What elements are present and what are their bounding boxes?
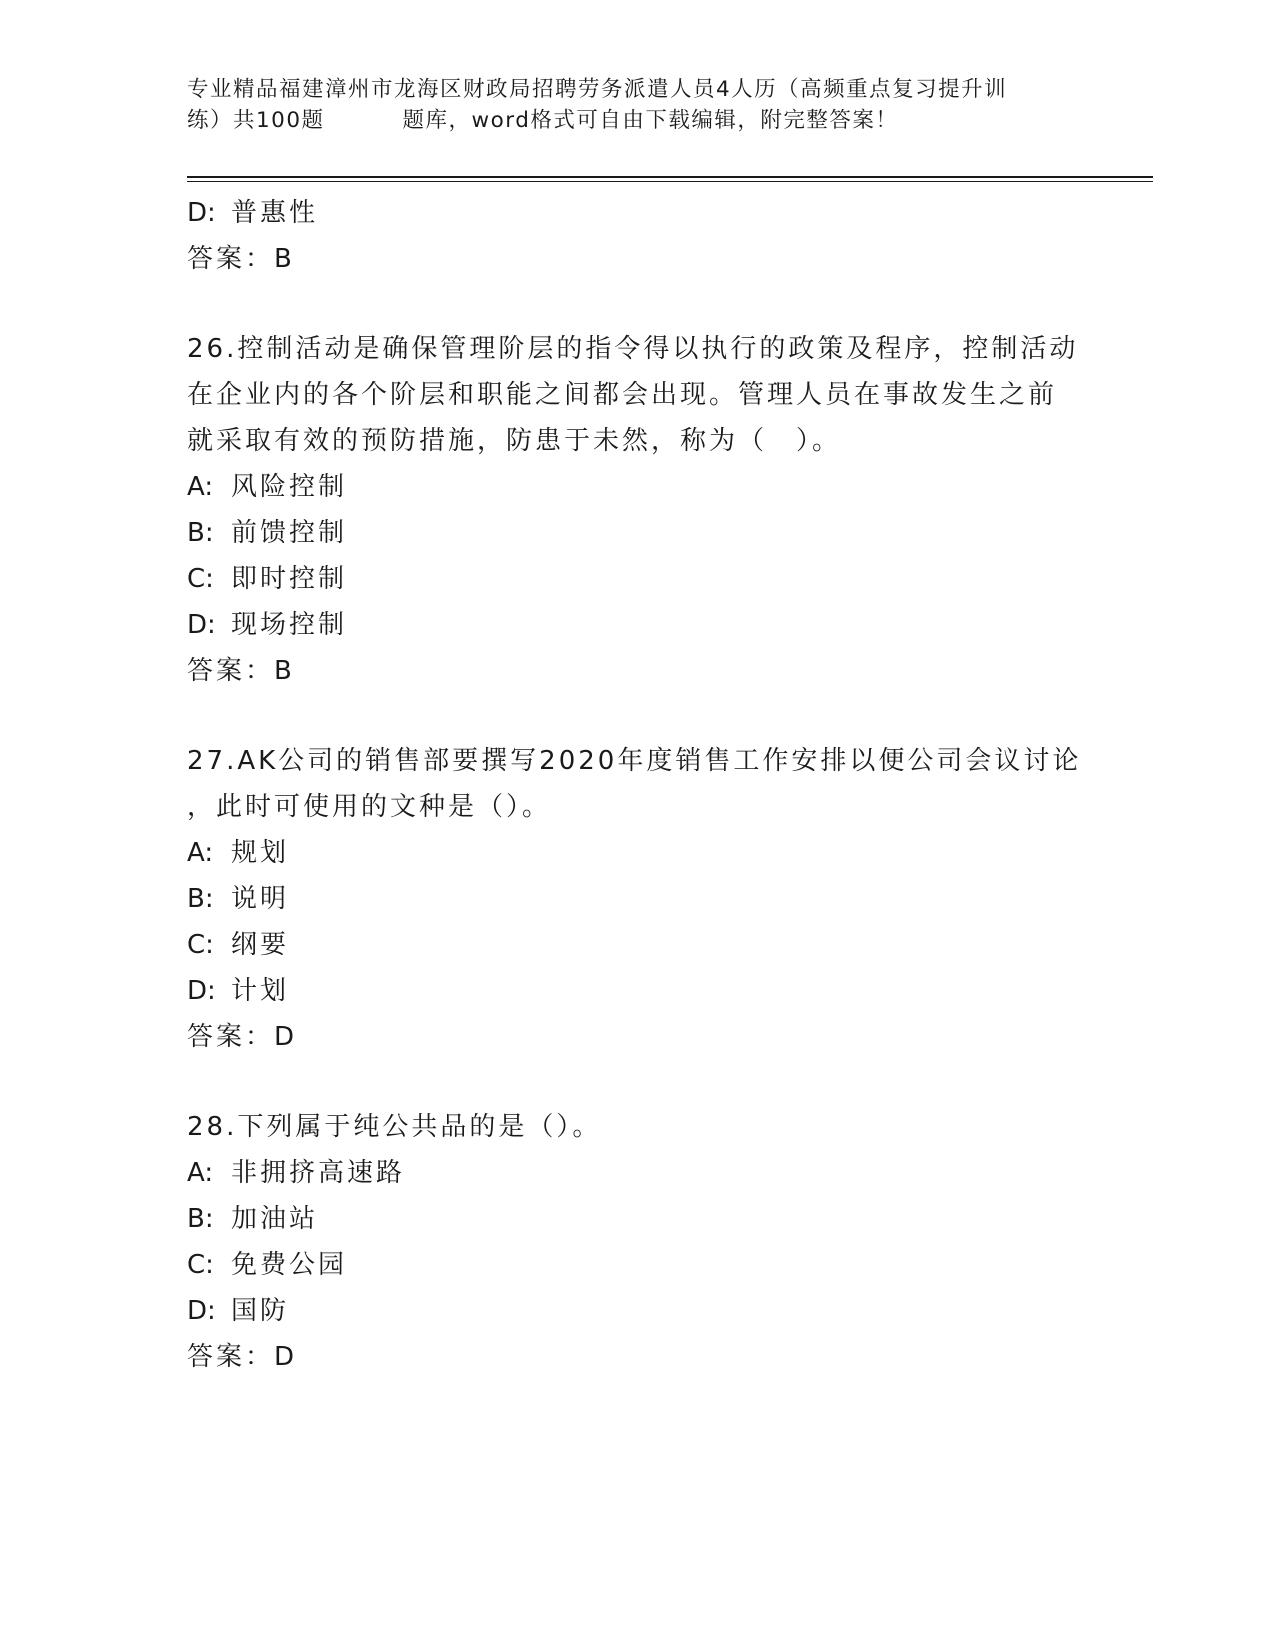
answer-line: 答案：B (187, 244, 295, 274)
question-stem-line: 26.控制活动是确保管理阶层的指令得以执行的政策及程序，控制活动 (187, 334, 1079, 364)
option-letter: C: (187, 930, 214, 960)
question-stem-line: 在企业内的各个阶层和职能之间都会出现。管理人员在事故发生之前 (187, 380, 1058, 410)
header-title-suffix: 题库，word格式可自由下载编辑，附完整答案！ (402, 108, 899, 133)
option-letter: D: (187, 198, 216, 228)
option-text: 风险控制 (231, 472, 348, 502)
answer-line: 答案：D (187, 1022, 298, 1052)
option-letter: A: (187, 472, 214, 502)
option-row (187, 876, 1087, 922)
option-row (187, 1196, 1087, 1242)
option-letter: B: (187, 1204, 214, 1234)
option-text: 国防 (231, 1296, 290, 1326)
option-row (187, 968, 1087, 1014)
option-row (187, 556, 1087, 602)
question-stem-line: ，此时可使用的文种是（）。 (187, 792, 552, 822)
question-stem-line: 27.AK公司的销售部要撰写2020年度销售工作安排以便公司会议讨论 (187, 746, 1082, 776)
option-text: 纲要 (231, 930, 290, 960)
header-title-line-2 (187, 105, 1087, 136)
option-text: 说明 (231, 884, 290, 914)
option-text: 即时控制 (231, 564, 348, 594)
question-list (187, 190, 1087, 1380)
option-text: 计划 (231, 976, 290, 1006)
option-letter: C: (187, 1250, 214, 1280)
option-text: 普惠性 (231, 198, 319, 228)
answer-line: 答案：B (187, 656, 295, 686)
option-row (187, 1150, 1087, 1196)
option-row (187, 190, 1087, 236)
option-row (187, 1242, 1087, 1288)
option-letter: D: (187, 1296, 216, 1326)
option-row (187, 602, 1087, 648)
option-letter: D: (187, 976, 216, 1006)
option-letter: C: (187, 564, 214, 594)
option-row (187, 464, 1087, 510)
option-letter: B: (187, 884, 214, 914)
option-letter: D: (187, 610, 216, 640)
option-row (187, 922, 1087, 968)
header-rule-thick (187, 176, 1153, 178)
option-row (187, 1288, 1087, 1334)
option-text: 加油站 (231, 1204, 319, 1234)
option-row (187, 830, 1087, 876)
question-stem-line: 28.下列属于纯公共品的是（）。 (187, 1112, 602, 1142)
question-stem-line: 就采取有效的预防措施，防患于未然，称为（ ）。 (187, 426, 842, 456)
option-text: 免费公园 (231, 1250, 348, 1280)
option-row (187, 510, 1087, 556)
page-header (187, 74, 1087, 136)
header-title-line-1: 专业精品福建漳州市龙海区财政局招聘劳务派遣人员4人历（高频重点复习提升训 (187, 77, 1008, 102)
option-text: 规划 (231, 838, 290, 868)
header-title-count: 练）共100题 (187, 108, 325, 133)
option-text: 非拥挤高速路 (231, 1158, 406, 1188)
option-letter: B: (187, 518, 214, 548)
header-rule-thin (187, 181, 1153, 182)
option-letter: A: (187, 1158, 214, 1188)
option-letter: A: (187, 838, 214, 868)
answer-line: 答案：D (187, 1342, 298, 1372)
option-text: 前馈控制 (231, 518, 348, 548)
option-text: 现场控制 (231, 610, 348, 640)
